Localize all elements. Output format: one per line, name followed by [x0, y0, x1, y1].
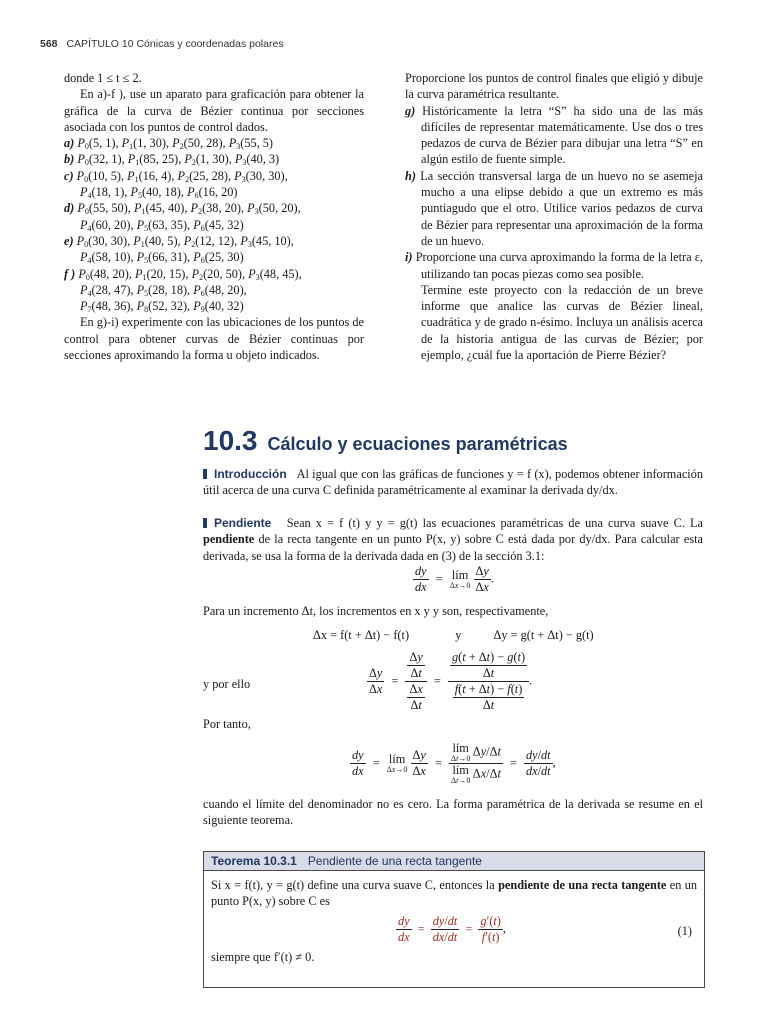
control-point-item — [64, 184, 364, 200]
exercise-text: Históricamente la letra “S” ha sido una de las más difíciles de representar matemáticamente. Use dos o tres pedazos de curva de Bézier para dibujar una letra “S” en algún estilo de fuente simple. — [421, 103, 703, 167]
item-label: i) — [405, 250, 413, 265]
pendiente-bold: pendiente — [203, 532, 255, 547]
intro-paragraph — [203, 466, 703, 499]
porello-text: y por ello — [203, 677, 251, 691]
exercise-item — [405, 249, 703, 282]
control-point-item — [64, 266, 364, 282]
control-point-item — [64, 151, 364, 167]
theorem-body — [204, 871, 704, 971]
control-point-line: $P_0(32$, 1), $P_1(85$, 25), $P_2(1$, 30), $P_3(40$, 3) — [77, 152, 280, 168]
item-label: d) — [64, 201, 75, 216]
intro-label: Introducción — [203, 467, 287, 481]
item-label: c) — [64, 168, 74, 183]
portanto-text: Por tanto, — [203, 717, 251, 731]
control-point-line: $P_0(48$, 20), $P_1(20$, 15), $P_2(20$, 50), $P_3(48$, 45), — [78, 266, 302, 282]
control-point-item — [64, 233, 364, 249]
left-intro: En a)-f ), use un aparato para graficación para obtener la gráfica de la curva de Bézier continua por secciones asociada con los puntos de control dados. — [64, 87, 364, 134]
control-point-line: $P_7(48$, 36), $P_8(52$, 32), $P_9(40$, 32) — [80, 299, 244, 315]
page-header — [40, 38, 284, 50]
conjunction: y — [455, 628, 462, 642]
control-point-item — [64, 200, 364, 216]
theorem-equation: $\frac{dy}{dx}$ = $\frac{dy/dt}{dx/dt}$ = $\frac{g'(t)}{f'(t)}$ , — [398, 913, 506, 944]
theorem-title: Pendiente de una recta tangente — [307, 854, 482, 868]
control-point-item — [64, 282, 364, 298]
item-label: h) — [405, 168, 416, 183]
pendiente-text-2: de la recta tangente en un punto P(x, y) sobre C está dada por dy/dx. Para calcular esta derivada, se usa la forma de la derivada dada en (3) de la sección 3.1: — [203, 532, 703, 563]
closing-para: Termine este proyecto con la redacción de un breve informe que analice las curvas de Bézier lineal, cuadrática y de grado n-ésimo. Incluya un análisis acerca de la historia antigua de las curvas de Bézier; por ejemplo, ¿cuál fue la aportación de Pierre Bézier? — [421, 282, 703, 363]
control-point-line: $P_0(55$, 50), $P_1(45$, 40), $P_2(38$, 20), $P_3(50$, 20), — [77, 201, 301, 217]
theorem-text-1: Si x = f(t), y = g(t) define una curva suave C, entonces la — [211, 878, 495, 892]
item-label: a) — [64, 136, 75, 151]
control-point-item — [64, 217, 364, 233]
item-label: g) — [405, 103, 416, 118]
control-point-list — [64, 135, 364, 314]
page-number: 568 — [40, 38, 58, 50]
control-point-line: $P_4(28$, 47), $P_5(28$, 18), $P_6(48$, 20), — [80, 282, 247, 298]
bullet-mark — [203, 518, 207, 528]
dy-definition: Δy = g(t + Δt) − g(t) — [493, 628, 594, 642]
chapter-title: CAPÍTULO 10 Cónicas y coordenadas polares — [66, 38, 284, 50]
section-title: Cálculo y ecuaciones paramétricas — [267, 434, 568, 454]
after-limit-text: cuando el límite del denominador no es cero. La forma paramétrica de la derivada se resume en el siguiente teorema. — [203, 797, 703, 828]
exercise-text: Proporcione una curva aproximando la forma de la letra ε, utilizando tan pocas piezas como sea posible. — [415, 250, 704, 281]
left-first-line: donde 1 ≤ t ≤ 2. — [64, 71, 142, 85]
derivative-definition-equation: $\frac{dy}{dx}$ = lím Δx→0 $\frac{\Delta y}{\Delta x}$ . — [415, 564, 494, 594]
exercise-item — [405, 103, 703, 168]
theorem-header — [204, 852, 704, 871]
pendiente-paragraph — [203, 515, 703, 564]
pendiente-text-1: Sean x = f (t) y y = g(t) las ecuaciones paramétricas de una curva suave C. La — [286, 516, 703, 530]
pendiente-label: Pendiente — [203, 516, 271, 530]
theorem-box — [203, 851, 705, 988]
exercise-list — [405, 103, 703, 282]
control-point-line: $P_4(18$, 1), $P_5(40$, 18), $P_6(16$, 20) — [80, 185, 238, 201]
theorem-condition: siempre que f′(t) ≠ 0. — [211, 949, 315, 964]
equation-number: (1) — [677, 924, 692, 938]
control-point-line: $P_0(10$, 5), $P_1(16$, 4), $P_2(25$, 28), $P_3(30$, 30), — [76, 168, 288, 184]
theorem-text-2: en un punto P(x, y) sobre C es — [211, 878, 698, 909]
intro-text: Al igual que con las gráficas de funciones y = f (x), podemos obtener información útil acerca de una curva C definida paramétricamente al examinar la derivada dy/dx. — [203, 467, 703, 498]
control-point-item — [64, 135, 364, 151]
exercise-item — [405, 168, 703, 249]
bullet-mark — [203, 469, 207, 479]
item-label: f ) — [64, 266, 76, 281]
control-point-line: $P_4(58$, 10), $P_5(66$, 31), $P_6(25$, 30) — [80, 250, 244, 266]
control-point-line: $P_0(5$, 1), $P_1(1$, 30), $P_2(50$, 28), $P_3(55$, 5) — [77, 136, 274, 152]
increment-text: Para un incremento Δt, los incrementos en x y y son, respectivamente, — [203, 604, 549, 618]
control-point-item — [64, 249, 364, 265]
dx-definition: Δx = f(t + Δt) − f(t) — [313, 628, 410, 642]
section-number: 10.3 — [203, 425, 258, 456]
item-label: b) — [64, 152, 75, 167]
exercise-text: La sección transversal larga de un huevo no se asemeja mucho a una elipse debido a que un extremo es más puntiagudo que el otro. Utilice varios pedazos de curva de Bézier para representar una aproximación de la forma de un huevo. — [420, 168, 703, 248]
parametric-limit-equation: $\frac{dy}{dx}$ = lím Δx→0 $\frac{\Delta y}{\Delta x}$ = lím Δt→0 Δy/Δt lím Δt→0 Δx/Δt = $\frac{dy/dt}{dx/dt}$ , — [352, 741, 556, 785]
left-outro: En g)-i) experimente con las ubicaciones de los puntos de control para obtener curvas de Bézier continuas por secciones aproximando la forma u objeto indicados. — [64, 315, 364, 363]
control-point-item — [64, 168, 364, 184]
control-point-line: $P_0(30$, 30), $P_1(40$, 5), $P_2(12$, 12), $P_3(45$, 10), — [76, 233, 294, 249]
section-heading — [203, 425, 568, 457]
theorem-bold: pendiente de una recta tangente — [498, 878, 667, 892]
left-column — [64, 70, 364, 363]
control-point-item — [64, 298, 364, 314]
control-point-line: $P_4(60$, 20), $P_5(63$, 35), $P_6(45$, 32) — [80, 217, 244, 233]
right-column — [405, 70, 703, 363]
increment-equations — [313, 628, 594, 643]
item-label: e) — [64, 233, 74, 248]
right-first-para: Proporcione los puntos de control finales que eligió y dibuje la curva paramétrica resultante. — [405, 71, 703, 102]
quotient-equation: $\frac{\Delta y}{\Delta x}$ = $\frac{\frac{\Delta y}{\Delta t}}{\frac{\Delta x}{\Delta t}}$ = $\frac{\frac{g(t + \Delta t) - g(t)}{\Delta t}}{\frac{f(t + \Delta t) - f(t)}{\Delta t}}$ . — [369, 650, 533, 712]
theorem-number: Teorema 10.3.1 — [211, 854, 297, 868]
